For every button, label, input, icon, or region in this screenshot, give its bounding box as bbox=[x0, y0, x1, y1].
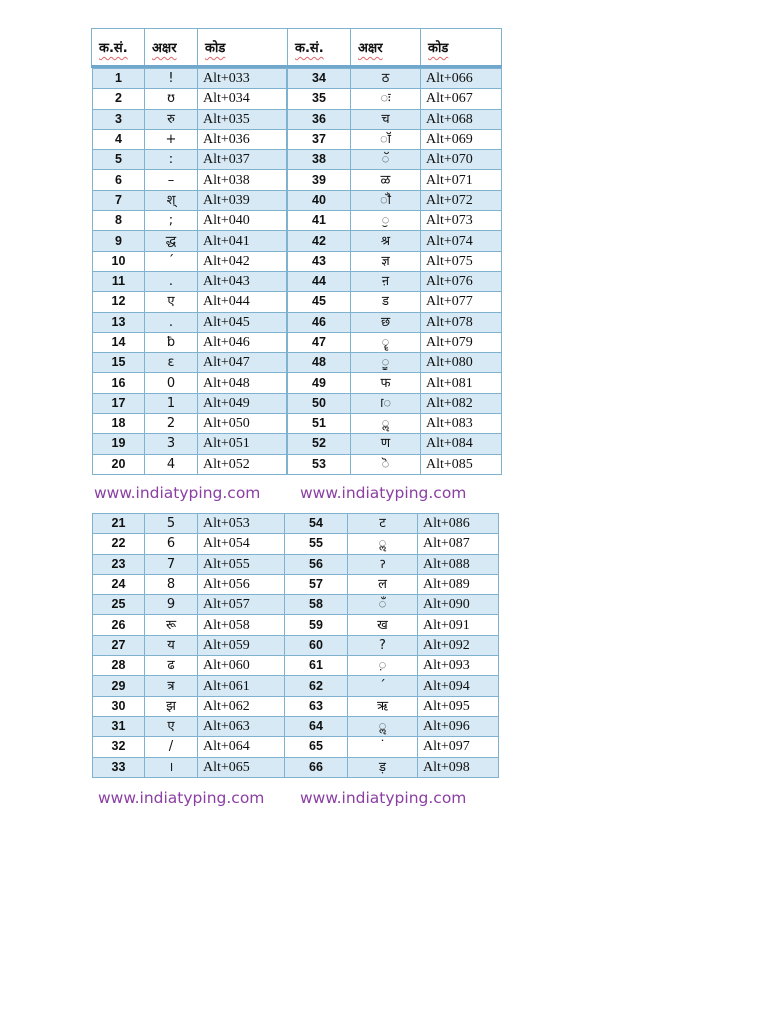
char-cell: 2 bbox=[145, 414, 198, 434]
table-row bbox=[288, 251, 502, 271]
code-cell: Alt+037 bbox=[198, 150, 287, 170]
table-row bbox=[93, 190, 287, 210]
serial-cell: 36 bbox=[288, 109, 351, 129]
char-cell: ; bbox=[145, 211, 198, 231]
serial-cell: 51 bbox=[288, 414, 351, 434]
table-row bbox=[93, 109, 287, 129]
char-cell: ः bbox=[351, 89, 421, 109]
char-cell: ़ bbox=[348, 656, 418, 676]
header-letter: अक्षर bbox=[145, 29, 198, 67]
code-cell: Alt+096 bbox=[418, 716, 499, 736]
code-cell: Alt+074 bbox=[421, 231, 502, 251]
table-row bbox=[288, 332, 502, 352]
char-cell: ट bbox=[348, 514, 418, 534]
char-cell: ल bbox=[348, 574, 418, 594]
serial-cell: 66 bbox=[285, 757, 348, 777]
char-cell: ए bbox=[145, 292, 198, 312]
code-cell: Alt+039 bbox=[198, 190, 287, 210]
code-cell: Alt+088 bbox=[418, 554, 499, 574]
code-cell: Alt+086 bbox=[418, 514, 499, 534]
serial-cell: 30 bbox=[93, 696, 145, 716]
serial-cell: 5 bbox=[93, 150, 145, 170]
char-cell: 4 bbox=[145, 454, 198, 474]
char-cell: ण bbox=[351, 434, 421, 454]
code-cell: Alt+060 bbox=[198, 656, 287, 676]
code-cell: Alt+092 bbox=[418, 635, 499, 655]
char-cell: ॅ bbox=[351, 150, 421, 170]
serial-cell: 13 bbox=[93, 312, 145, 332]
serial-cell: 7 bbox=[93, 190, 145, 210]
table-row bbox=[93, 554, 287, 574]
table-row bbox=[288, 109, 502, 129]
code-cell: Alt+047 bbox=[198, 353, 287, 373]
serial-cell: 42 bbox=[288, 231, 351, 251]
char-cell: ´ bbox=[348, 676, 418, 696]
code-cell: Alt+035 bbox=[198, 109, 287, 129]
char-cell: रु bbox=[145, 109, 198, 129]
table-row bbox=[285, 615, 499, 635]
code-cell: Alt+071 bbox=[421, 170, 502, 190]
table-row bbox=[285, 595, 499, 615]
serial-cell: 56 bbox=[285, 554, 348, 574]
table-row bbox=[93, 656, 287, 676]
serial-cell: 14 bbox=[93, 332, 145, 352]
table-row bbox=[93, 393, 287, 413]
char-cell: । bbox=[145, 757, 198, 777]
serial-cell: 39 bbox=[288, 170, 351, 190]
code-cell: Alt+072 bbox=[421, 190, 502, 210]
char-cell: ॢ bbox=[351, 414, 421, 434]
serial-cell: 57 bbox=[285, 574, 348, 594]
serial-cell: 38 bbox=[288, 150, 351, 170]
serial-cell: 63 bbox=[285, 696, 348, 716]
serial-cell: 60 bbox=[285, 635, 348, 655]
table-row bbox=[93, 89, 287, 109]
char-cell: श् bbox=[145, 190, 198, 210]
char-cell: ऩ bbox=[351, 271, 421, 291]
char-cell: 7 bbox=[145, 554, 198, 574]
char-cell: श्र bbox=[351, 231, 421, 251]
char-cell: 9 bbox=[145, 595, 198, 615]
table-block1-left bbox=[92, 68, 287, 475]
table-row bbox=[93, 292, 287, 312]
char-cell: य bbox=[145, 635, 198, 655]
serial-cell: 16 bbox=[93, 373, 145, 393]
code-cell: Alt+036 bbox=[198, 129, 287, 149]
table-block1-right bbox=[287, 68, 502, 475]
char-cell: 5 bbox=[145, 514, 198, 534]
code-cell: Alt+090 bbox=[418, 595, 499, 615]
table-row bbox=[288, 231, 502, 251]
table-row bbox=[93, 716, 287, 736]
serial-cell: 35 bbox=[288, 89, 351, 109]
serial-cell: 45 bbox=[288, 292, 351, 312]
code-cell: Alt+082 bbox=[421, 393, 502, 413]
serial-cell: 8 bbox=[93, 211, 145, 231]
code-cell: Alt+059 bbox=[198, 635, 287, 655]
serial-cell: 24 bbox=[93, 574, 145, 594]
code-cell: Alt+073 bbox=[421, 211, 502, 231]
code-cell: Alt+048 bbox=[198, 373, 287, 393]
header-letter: अक्षर bbox=[351, 29, 421, 67]
code-cell: Alt+067 bbox=[421, 89, 502, 109]
char-cell: ड bbox=[351, 292, 421, 312]
char-cell: झ bbox=[145, 696, 198, 716]
char-cell: – bbox=[145, 170, 198, 190]
char-cell: ॢ bbox=[348, 534, 418, 554]
code-cell: Alt+053 bbox=[198, 514, 287, 534]
char-cell: 0 bbox=[145, 373, 198, 393]
serial-cell: 43 bbox=[288, 251, 351, 271]
table-row bbox=[93, 574, 287, 594]
char-cell: ॎ bbox=[351, 393, 421, 413]
serial-cell: 49 bbox=[288, 373, 351, 393]
table-row bbox=[93, 69, 287, 89]
serial-cell: 15 bbox=[93, 353, 145, 373]
code-cell: Alt+062 bbox=[198, 696, 287, 716]
serial-cell: 64 bbox=[285, 716, 348, 736]
code-cell: Alt+085 bbox=[421, 454, 502, 474]
code-cell: Alt+084 bbox=[421, 434, 502, 454]
table-row bbox=[93, 737, 287, 757]
code-cell: Alt+094 bbox=[418, 676, 499, 696]
table-row bbox=[93, 170, 287, 190]
header-code: कोड bbox=[198, 29, 288, 67]
serial-cell: 53 bbox=[288, 454, 351, 474]
serial-cell: 32 bbox=[93, 737, 145, 757]
char-cell: ॽ bbox=[348, 554, 418, 574]
serial-cell: 11 bbox=[93, 271, 145, 291]
table-row bbox=[93, 271, 287, 291]
table-row bbox=[288, 69, 502, 89]
serial-cell: 59 bbox=[285, 615, 348, 635]
code-cell: Alt+081 bbox=[421, 373, 502, 393]
table-row bbox=[288, 271, 502, 291]
table-row bbox=[93, 211, 287, 231]
char-cell: ॆ bbox=[351, 454, 421, 474]
table-row bbox=[285, 737, 499, 757]
char-cell: ॄ bbox=[351, 332, 421, 352]
table-row bbox=[285, 757, 499, 777]
char-cell: . bbox=[145, 271, 198, 291]
char-cell: ॖ bbox=[351, 211, 421, 231]
char-cell: ज्ञ bbox=[351, 251, 421, 271]
serial-cell: 22 bbox=[93, 534, 145, 554]
serial-cell: 18 bbox=[93, 414, 145, 434]
serial-cell: 12 bbox=[93, 292, 145, 312]
watermark-text: www.indiatyping.com bbox=[300, 789, 467, 807]
table-row bbox=[288, 414, 502, 434]
table-row bbox=[285, 716, 499, 736]
code-cell: Alt+063 bbox=[198, 716, 287, 736]
code-cell: Alt+038 bbox=[198, 170, 287, 190]
code-cell: Alt+061 bbox=[198, 676, 287, 696]
table-row bbox=[93, 534, 287, 554]
table-block2-right bbox=[284, 513, 499, 778]
char-cell: ड़ bbox=[348, 757, 418, 777]
serial-cell: 6 bbox=[93, 170, 145, 190]
code-cell: Alt+068 bbox=[421, 109, 502, 129]
table-row bbox=[288, 89, 502, 109]
code-cell: Alt+043 bbox=[198, 271, 287, 291]
serial-cell: 17 bbox=[93, 393, 145, 413]
table-row bbox=[288, 211, 502, 231]
serial-cell: 23 bbox=[93, 554, 145, 574]
code-cell: Alt+045 bbox=[198, 312, 287, 332]
code-cell: Alt+080 bbox=[421, 353, 502, 373]
char-cell: ढ bbox=[145, 656, 198, 676]
header-row-right bbox=[287, 28, 502, 68]
char-cell: ॉ bbox=[351, 129, 421, 149]
code-cell: Alt+078 bbox=[421, 312, 502, 332]
table-row bbox=[288, 373, 502, 393]
char-cell: ख bbox=[348, 615, 418, 635]
table-row bbox=[285, 676, 499, 696]
table-row bbox=[93, 676, 287, 696]
table-row bbox=[285, 534, 499, 554]
char-cell: ˙ bbox=[348, 737, 418, 757]
serial-cell: 1 bbox=[93, 69, 145, 89]
code-cell: Alt+075 bbox=[421, 251, 502, 271]
header-serial: क.सं. bbox=[288, 29, 351, 67]
char-cell: ॏ bbox=[351, 190, 421, 210]
serial-cell: 20 bbox=[93, 454, 145, 474]
char-cell: छ bbox=[351, 312, 421, 332]
code-cell: Alt+040 bbox=[198, 211, 287, 231]
table-row bbox=[93, 615, 287, 635]
table-row bbox=[93, 353, 287, 373]
table-row bbox=[288, 454, 502, 474]
table-row bbox=[93, 312, 287, 332]
watermark-text: www.indiatyping.com bbox=[94, 484, 261, 502]
table-row bbox=[288, 129, 502, 149]
code-cell: Alt+076 bbox=[421, 271, 502, 291]
table-row bbox=[288, 312, 502, 332]
char-cell: 3 bbox=[145, 434, 198, 454]
serial-cell: 21 bbox=[93, 514, 145, 534]
serial-cell: 2 bbox=[93, 89, 145, 109]
char-cell: 6 bbox=[145, 534, 198, 554]
watermark-text: www.indiatyping.com bbox=[98, 789, 265, 807]
char-cell: ʊ bbox=[145, 89, 198, 109]
char-cell: फ bbox=[351, 373, 421, 393]
header-row-left bbox=[91, 28, 288, 68]
char-cell: ए bbox=[145, 716, 198, 736]
serial-cell: 10 bbox=[93, 251, 145, 271]
char-cell: ळ bbox=[351, 170, 421, 190]
serial-cell: 44 bbox=[288, 271, 351, 291]
serial-cell: 4 bbox=[93, 129, 145, 149]
table-row bbox=[288, 190, 502, 210]
char-cell: ´ bbox=[145, 251, 198, 271]
table-row bbox=[288, 292, 502, 312]
serial-cell: 27 bbox=[93, 635, 145, 655]
char-cell: च bbox=[351, 109, 421, 129]
code-cell: Alt+087 bbox=[418, 534, 499, 554]
table-row bbox=[288, 434, 502, 454]
table-row bbox=[288, 170, 502, 190]
serial-cell: 26 bbox=[93, 615, 145, 635]
code-cell: Alt+034 bbox=[198, 89, 287, 109]
serial-cell: 41 bbox=[288, 211, 351, 231]
char-cell: : bbox=[145, 150, 198, 170]
table-row bbox=[93, 150, 287, 170]
table-row bbox=[288, 353, 502, 373]
code-cell: Alt+069 bbox=[421, 129, 502, 149]
code-cell: Alt+065 bbox=[198, 757, 287, 777]
code-cell: Alt+083 bbox=[421, 414, 502, 434]
serial-cell: 31 bbox=[93, 716, 145, 736]
table-row bbox=[93, 414, 287, 434]
char-cell: . bbox=[145, 312, 198, 332]
char-cell: + bbox=[145, 129, 198, 149]
code-cell: Alt+097 bbox=[418, 737, 499, 757]
code-cell: Alt+066 bbox=[421, 69, 502, 89]
serial-cell: 47 bbox=[288, 332, 351, 352]
serial-cell: 40 bbox=[288, 190, 351, 210]
serial-cell: 55 bbox=[285, 534, 348, 554]
serial-cell: 50 bbox=[288, 393, 351, 413]
code-cell: Alt+041 bbox=[198, 231, 287, 251]
table-row bbox=[93, 514, 287, 534]
code-cell: Alt+089 bbox=[418, 574, 499, 594]
serial-cell: 25 bbox=[93, 595, 145, 615]
table-row bbox=[93, 434, 287, 454]
serial-cell: 48 bbox=[288, 353, 351, 373]
code-cell: Alt+054 bbox=[198, 534, 287, 554]
table-row bbox=[93, 757, 287, 777]
char-cell: रू bbox=[145, 615, 198, 635]
table-row bbox=[288, 393, 502, 413]
table-row bbox=[93, 231, 287, 251]
char-cell: ε bbox=[145, 353, 198, 373]
serial-cell: 9 bbox=[93, 231, 145, 251]
char-cell: ॢ bbox=[348, 716, 418, 736]
serial-cell: 65 bbox=[285, 737, 348, 757]
serial-cell: 61 bbox=[285, 656, 348, 676]
char-cell: द्ध bbox=[145, 231, 198, 251]
table-row bbox=[93, 251, 287, 271]
table-row bbox=[285, 696, 499, 716]
char-cell: 8 bbox=[145, 574, 198, 594]
serial-cell: 37 bbox=[288, 129, 351, 149]
code-cell: Alt+055 bbox=[198, 554, 287, 574]
code-cell: Alt+033 bbox=[198, 69, 287, 89]
code-cell: Alt+042 bbox=[198, 251, 287, 271]
char-cell: / bbox=[145, 737, 198, 757]
serial-cell: 52 bbox=[288, 434, 351, 454]
serial-cell: 58 bbox=[285, 595, 348, 615]
table-row bbox=[93, 332, 287, 352]
code-cell: Alt+098 bbox=[418, 757, 499, 777]
serial-cell: 34 bbox=[288, 69, 351, 89]
table-row bbox=[93, 454, 287, 474]
char-cell: ऋ bbox=[348, 696, 418, 716]
watermark-text: www.indiatyping.com bbox=[300, 484, 467, 502]
table-block2-left bbox=[92, 513, 287, 778]
serial-cell: 3 bbox=[93, 109, 145, 129]
table-row bbox=[93, 635, 287, 655]
code-cell: Alt+095 bbox=[418, 696, 499, 716]
char-cell: त्र bbox=[145, 676, 198, 696]
serial-cell: 62 bbox=[285, 676, 348, 696]
code-cell: Alt+051 bbox=[198, 434, 287, 454]
table-row bbox=[93, 129, 287, 149]
code-cell: Alt+057 bbox=[198, 595, 287, 615]
serial-cell: 46 bbox=[288, 312, 351, 332]
code-cell: Alt+064 bbox=[198, 737, 287, 757]
code-cell: Alt+070 bbox=[421, 150, 502, 170]
code-cell: Alt+052 bbox=[198, 454, 287, 474]
table-row bbox=[285, 574, 499, 594]
code-cell: Alt+050 bbox=[198, 414, 287, 434]
char-cell: ƀ bbox=[145, 332, 198, 352]
code-cell: Alt+044 bbox=[198, 292, 287, 312]
serial-cell: 54 bbox=[285, 514, 348, 534]
char-cell: ! bbox=[145, 69, 198, 89]
char-cell: ँ bbox=[348, 595, 418, 615]
table-row bbox=[285, 514, 499, 534]
code-cell: Alt+056 bbox=[198, 574, 287, 594]
serial-cell: 33 bbox=[93, 757, 145, 777]
table-row bbox=[93, 373, 287, 393]
code-cell: Alt+093 bbox=[418, 656, 499, 676]
code-cell: Alt+046 bbox=[198, 332, 287, 352]
char-cell: ठ bbox=[351, 69, 421, 89]
code-cell: Alt+091 bbox=[418, 615, 499, 635]
serial-cell: 19 bbox=[93, 434, 145, 454]
serial-cell: 29 bbox=[93, 676, 145, 696]
table-row bbox=[288, 150, 502, 170]
table-row bbox=[93, 696, 287, 716]
code-cell: Alt+079 bbox=[421, 332, 502, 352]
char-cell: ॗ bbox=[351, 353, 421, 373]
table-row bbox=[285, 635, 499, 655]
code-cell: Alt+077 bbox=[421, 292, 502, 312]
table-row bbox=[285, 656, 499, 676]
serial-cell: 28 bbox=[93, 656, 145, 676]
code-cell: Alt+049 bbox=[198, 393, 287, 413]
table-row bbox=[93, 595, 287, 615]
code-cell: Alt+058 bbox=[198, 615, 287, 635]
char-cell: 1 bbox=[145, 393, 198, 413]
table-row bbox=[285, 554, 499, 574]
header-serial: क.सं. bbox=[92, 29, 145, 67]
char-cell: ? bbox=[348, 635, 418, 655]
header-code: कोड bbox=[421, 29, 502, 67]
